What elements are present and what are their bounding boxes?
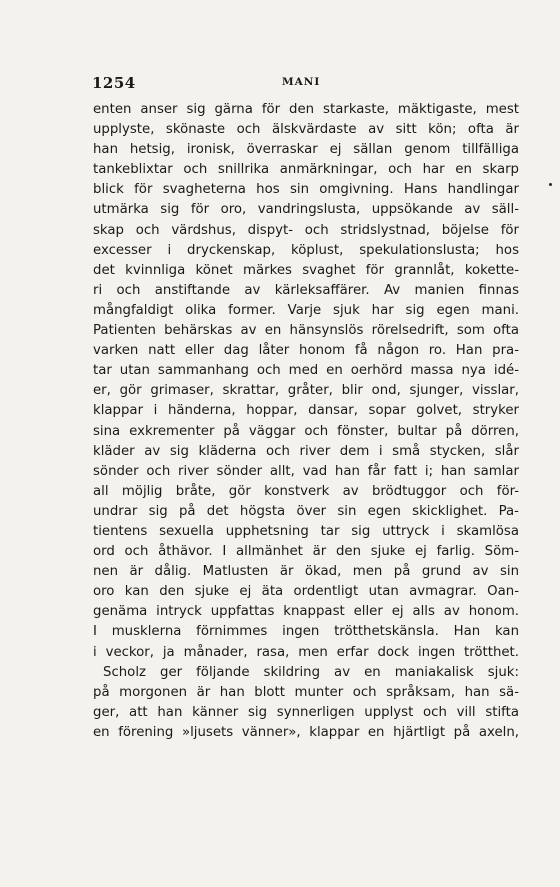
text-line: tankeblixtar och snillrika anmärkningar, och har en skarp xyxy=(93,162,519,178)
text-line: det kvinnliga könet märkes svaghet för grannlåt, kokette- xyxy=(93,262,519,278)
text-line: utmärka sig för oro, vandringslusta, uppsökande av säll- xyxy=(93,202,519,218)
text-line: upplyste, skönaste och älskvärdaste av sitt kön; ofta är xyxy=(93,122,519,138)
text-line: Patienten behärskas av en hänsynslös rörelsedrift, som ofta xyxy=(93,323,519,339)
text-line: sönder och river sönder allt, vad han får fatt i; han samlar xyxy=(93,463,519,479)
text-line: excesser i dryckenskap, köplust, spekulationslusta; hos xyxy=(93,242,519,258)
text-line: skap och värdshus, dispyt- och stridslystnad, böjelse för xyxy=(93,222,519,238)
text-line: nen är dålig. Matlusten är ökad, men på grund av sin xyxy=(93,564,519,580)
text-line: enten anser sig gärna för den starkaste, mäktigaste, mest xyxy=(93,102,519,117)
text-line: er, gör grimaser, skrattar, gråter, blir ond, sjunger, visslar, xyxy=(93,383,519,399)
text-line: I musklerna förnimmes ingen trötthetskänsla. Han kan xyxy=(93,624,519,640)
text-line: ri och anstiftande av kärleksaffärer. Av manien finnas xyxy=(93,282,519,298)
text-line: varken natt eller dag låter honom få någon ro. Han pra- xyxy=(93,343,519,359)
text-line: blick för svagheterna hos sin omgivning. Hans handlingar xyxy=(93,182,519,198)
text-line: ger, att han känner sig synnerligen upplyst och vill stifta xyxy=(93,704,519,720)
page-number: 1254 xyxy=(92,74,136,92)
text-line: all möjlig bråte, gör konstverk av brödtuggor och för- xyxy=(93,483,519,499)
text-line: ord och åthävor. I allmänhet är den sjuke ej farlig. Söm- xyxy=(93,544,519,560)
text-line: genäma intryck uppfattas knappast eller ej alls av honom. xyxy=(93,604,519,620)
text-line: sina exkrementer på väggar och fönster, bultar på dörren, xyxy=(93,423,519,439)
text-line: klappar i händerna, hoppar, dansar, sopar golvet, stryker xyxy=(93,403,519,419)
text-line: han hetsig, ironisk, överraskar ej sällan genom tillfälliga xyxy=(93,142,519,158)
text-line: en förening »ljusets vänner», klappar en hjärtligt på axeln, xyxy=(93,724,519,740)
text-line: oro kan den sjuke ej äta ordentligt utan avmagrar. Oan- xyxy=(93,584,519,600)
running-head: MANI xyxy=(282,76,321,88)
text-line: undrar sig på det högsta över sin egen skicklighet. Pa- xyxy=(93,503,519,519)
text-line: mångfaldigt olika former. Varje sjuk har sig egen mani. xyxy=(93,302,519,318)
page-header xyxy=(92,74,512,94)
text-line: på morgonen är han blott munter och språksam, han sä- xyxy=(93,684,519,700)
margin-dot xyxy=(549,183,552,186)
body-text xyxy=(93,100,519,743)
text-line: tientens sexuella upphetsning tar sig uttryck i skamlösa xyxy=(93,523,519,539)
text-line: tar utan sammanhang och med en oerhörd massa nya idé- xyxy=(93,363,519,379)
text-line: i veckor, ja månader, rasa, men erfar dock ingen trötthet. xyxy=(93,644,519,660)
text-line: Scholz ger följande skildring av en maniakalisk sjuk: xyxy=(103,664,519,680)
text-line: kläder av sig kläderna och river dem i små stycken, slår xyxy=(93,443,519,459)
